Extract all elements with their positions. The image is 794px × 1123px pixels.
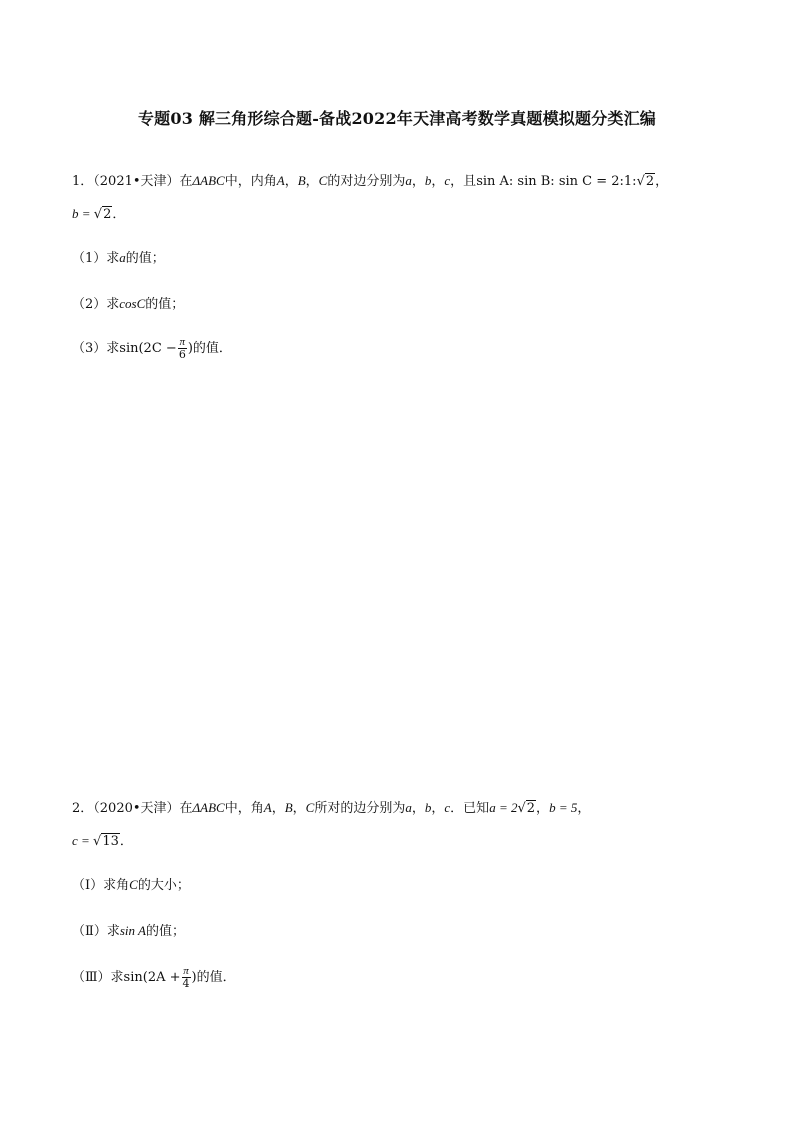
q1-line-1: 1．（2021•天津）在ΔABC中，内角A，B，C的对边分别为a，b，c，且sin A: sin B: sin C = 2:1:√2， — [72, 173, 669, 189]
q1-sqrt: √2 — [636, 174, 655, 189]
q1-triangle: ΔABC — [192, 173, 225, 188]
q1-b-eq: b = — [72, 206, 94, 221]
q1-ratio: sin A: sin B: sin C = 2:1: — [476, 174, 637, 189]
q2-text-3: ．已知 — [450, 801, 490, 816]
q2-text-2: 所对的边分别为 — [314, 801, 406, 816]
q2-prefix: 2．（2020•天津）在 — [72, 801, 193, 816]
q2-p3-fraction — [182, 965, 191, 990]
q1-p3-close: ) — [187, 341, 193, 356]
q2-p3-expr: sin(2A + — [123, 970, 181, 985]
q2-p1-end: 的大小； — [137, 878, 190, 893]
q1-side-b: b — [424, 173, 432, 188]
q2-side-b: b — [424, 800, 432, 815]
q1-side-a: a — [405, 173, 412, 188]
q2-side-a: a — [405, 800, 412, 815]
q2-p2-pre: （Ⅱ）求 — [72, 924, 120, 939]
q1-p2-expr: cosC — [119, 296, 146, 311]
q2-p1-pre: （Ⅰ）求角 — [72, 878, 130, 893]
q1-p3-denominator: 6 — [178, 348, 186, 361]
q1-line2-end: ． — [112, 207, 126, 222]
q2-line2-end: ． — [119, 834, 133, 849]
q2-p3-pre: （Ⅲ）求 — [72, 970, 124, 985]
q1-sqrt-radicand: 2 — [645, 174, 655, 189]
q2-line-1: 2．（2020•天津）在ΔABC中，角A，B，C所对的边分别为a，b，c．已知a = 2√2，b = 5， — [72, 800, 591, 816]
q1-b-radicand: 2 — [103, 207, 112, 222]
q1-text-3: ，且 — [450, 174, 477, 189]
q2-p3-numerator: π — [183, 965, 189, 977]
q2-a-radicand: 2 — [526, 801, 536, 816]
q2-c-sqrt: √13 — [93, 834, 119, 849]
q1-text-2: 的对边分别为 — [327, 174, 406, 189]
page-title: 专题03 解三角形综合题-备战2022年天津高考数学真题模拟题分类汇编 — [137, 109, 656, 128]
q1-b-sqrt: √2 — [93, 207, 112, 222]
q1-part-2 — [72, 293, 184, 312]
q2-triangle: ΔABC — [192, 800, 225, 815]
q1-angle-c: C — [318, 173, 328, 188]
q1-p1-end: 的值； — [125, 251, 165, 266]
q2-line-2 — [72, 830, 133, 849]
q2-c-radicand: 13 — [102, 834, 119, 849]
q2-p3-end: 的值． — [196, 970, 236, 985]
q2-c-eq: c = — [72, 833, 94, 848]
q1-p1-var: a — [119, 250, 126, 265]
q2-text-1: 中，角 — [224, 801, 264, 816]
q2-a-sqrt: √2 — [517, 801, 536, 816]
q1-p3-expr: sin(2C − — [119, 341, 177, 356]
q1-p3-numerator: π — [179, 336, 186, 348]
q2-part-2 — [72, 920, 185, 939]
q1-p3-end: 的值． — [192, 341, 232, 356]
q1-side-c: c — [444, 173, 451, 188]
q1-text-1: 中，内角 — [224, 174, 277, 189]
q2-angle-b: B — [284, 800, 293, 815]
q1-p1-pre: （1）求 — [72, 251, 120, 266]
q1-line-2 — [72, 203, 125, 222]
q1-prefix: 1．（2021•天津）在 — [72, 174, 193, 189]
q1-p2-end: 的值； — [145, 297, 185, 312]
q1-p2-pre: （2）求 — [72, 297, 120, 312]
q2-angle-a: A — [263, 800, 272, 815]
q2-part-1 — [72, 874, 190, 893]
q1-angle-a: A — [276, 173, 285, 188]
q1-part-3 — [72, 336, 232, 361]
q1-angle-b: B — [297, 173, 306, 188]
q2-angle-c: C — [305, 800, 315, 815]
q2-p2-end: 的值； — [145, 924, 185, 939]
q2-part-3 — [72, 965, 236, 990]
q2-p3-denominator: 4 — [182, 977, 190, 990]
q2-a-eq: a = 2 — [489, 800, 518, 815]
q2-p3-close: ) — [191, 970, 197, 985]
q2-b-eq: b = 5 — [549, 800, 578, 815]
q1-p3-pre: （3）求 — [72, 341, 120, 356]
q2-p2-expr: sin A — [119, 923, 146, 938]
q1-p3-fraction — [178, 336, 187, 361]
q1-part-1 — [72, 247, 165, 266]
q2-side-c: c — [444, 800, 451, 815]
q2-p1-var: C — [129, 877, 138, 892]
